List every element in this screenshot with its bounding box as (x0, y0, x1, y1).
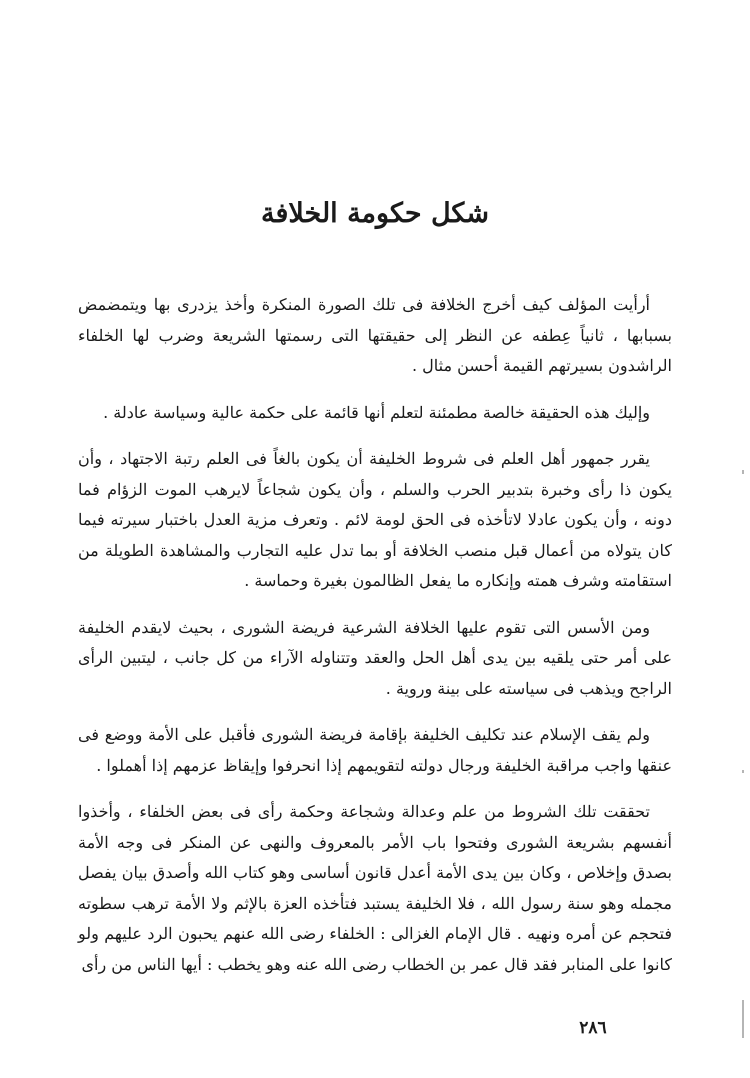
paragraph-3: يقرر جمهور أهل العلم فى شروط الخليفة أن يكون بالغاً فى العلم رتبة الاجتهاد ، وأن يكون ذا رأى وخبرة بتدبير الحرب والسلم ، وأن يكون شجاعاً لايرهب الموت الزؤام فما دونه ، وأن يكون عادلا لاتأخذه فى الحق لومة لائم . وتعرف مزية العدل باختبار سيرته فيما كان يتولاه من أعمال قبل منصب الخلافة أو بما تدل عليه التجارب والمشاهدة الطويلة من استقامته وشرف همته وإنكاره ما يفعل الظالمون بغيرة وحماسة . (78, 449, 673, 590)
paragraph-4: ومن الأسس التى تقوم عليها الخلافة الشرعية فريضة الشورى ، بحيث لايقدم الخليفة على أمر حتى يلقيه بين يدى أهل الحل والعقد وتتناوله الآراء من كل جانب ، ليتبين الرأى الراجح ويذهب فى سياسته على بينة وروية . (78, 617, 672, 698)
body-text (78, 290, 672, 996)
edge-mark (742, 470, 744, 474)
edge-mark (742, 1000, 744, 1038)
page-title: شكل حكومة الخلافة (261, 198, 489, 229)
paragraph-5: ولم يقف الإسلام عند تكليف الخليفة بإقامة فريضة الشورى فأقبل على الأمة ووضع فى عنقها واجب مراقبة الخليفة ورجال دولته لتقويمهم إذا انحرفوا وإيقاظ عزمهم إذا أهملوا . (78, 725, 672, 775)
paragraph-2: وإليك هذه الحقيقة خالصة مطمئنة لتعلم أنها قائمة على حكمة عالية وسياسة عادلة . (103, 402, 650, 422)
page-number: ٢٨٦ (579, 1018, 607, 1038)
paragraph-1: أرأيت المؤلف كيف أخرج الخلافة فى تلك الصورة المنكرة وأخذ يزدرى بها ويتمضمض بسبابها ، ثانياً عِطفه عن النظر إلى حقيقتها التى رسمتها الشريعة وضرب لها الخلفاء الراشدون بسيرتهم القيمة أحسن مثال . (78, 295, 672, 375)
paragraph-6: تحققت تلك الشروط من علم وعدالة وشجاعة وحكمة رأى فى بعض الخلفاء ، وأخذوا أنفسهم بشريعة الشورى وفتحوا باب الأمر بالمعروف والنهى عن المنكر فى وجه الأمة بصدق وإخلاص ، وكان بين يدى الأمة أعدل قانون أساسى وهو كتاب الله وأصدق بيان يفصل مجمله وهو سنة رسول الله ، فلا الخليفة يستبد فتأخذه العزة بالإثم ولا الأمة ترهب سطوته فتحجم عن أمره ونهيه . قال الإمام الغزالى : الخلفاء رضى الله عنهم يحبون الرد عليهم ولو كانوا على المنابر فقد قال عمر بن الخطاب رضى الله عنه وهو يخطب : أيها الناس من رأى (78, 802, 673, 974)
edge-mark (742, 770, 744, 773)
